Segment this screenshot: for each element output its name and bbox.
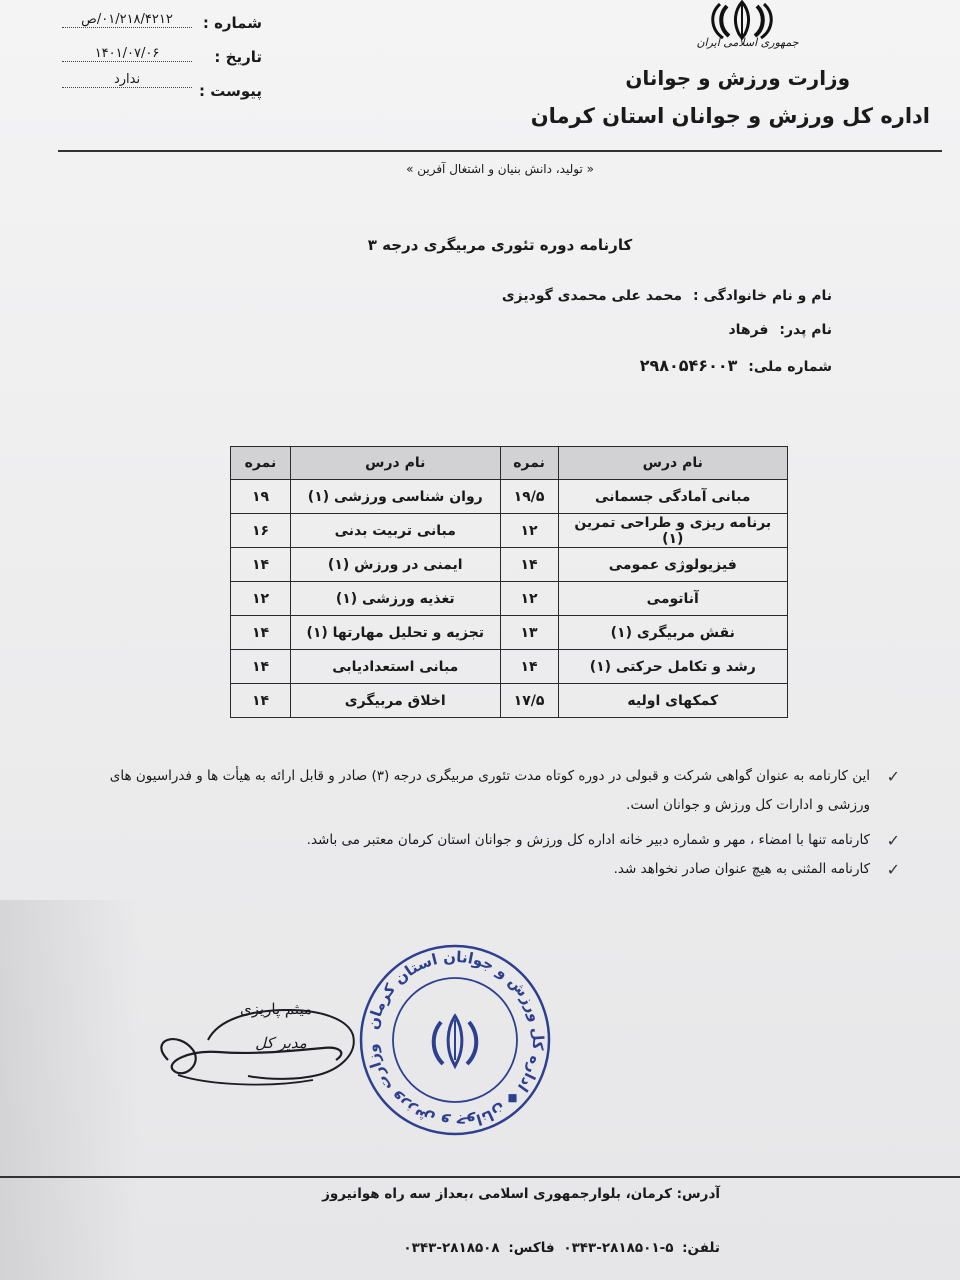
course-name: برنامه ریزی و طراحی تمرین (۱) xyxy=(558,514,788,548)
checkmark-icon: ✓ xyxy=(886,860,900,879)
table-row xyxy=(231,582,788,616)
note-text: کارنامه تنها با امضاء ، مهر و شماره دبیر خانه اداره کل ورزش و جوانان استان کرمان معتبر می باشد. xyxy=(306,832,870,848)
letter-attachment-value: ندارد xyxy=(62,72,192,88)
stamp-text: وزارت ورزش و جوانان ◆ اداره کل ورزش و جوانان استان کرمان xyxy=(363,947,548,1133)
note-text: کارنامه المثنی به هیچ عنوان صادر نخواهد شد. xyxy=(613,861,870,877)
national-id-value: ۲۹۸۰۵۴۶۰۰۳ xyxy=(639,356,738,375)
course-name: نقش مربیگری (۱) xyxy=(558,616,788,650)
column-header-grade: نمره xyxy=(231,447,291,480)
course-name: فیزیولوژی عمومی xyxy=(558,548,788,582)
letter-number xyxy=(62,14,262,38)
course-grade: ۱۶ xyxy=(231,514,291,548)
course-grade: ۱۴ xyxy=(500,548,558,582)
student-name-label: نام و نام خانوادگی : xyxy=(692,288,832,304)
signer-title: مدیر کل xyxy=(255,1034,307,1052)
list-item xyxy=(100,762,900,820)
course-grade: ۱۹ xyxy=(231,480,291,514)
course-grade: ۱۷/۵ xyxy=(500,684,558,718)
letter-attachment-label: پیوست : xyxy=(198,82,262,100)
table-row xyxy=(231,650,788,684)
student-name xyxy=(502,288,832,304)
stamp-emblem-icon xyxy=(434,1016,477,1066)
table-row xyxy=(231,548,788,582)
signer-name: میثم پاریزی xyxy=(239,1000,313,1018)
course-name: کمکهای اولیه xyxy=(558,684,788,718)
page-shadow xyxy=(0,900,140,1280)
letter-attachment xyxy=(62,72,262,106)
list-item xyxy=(100,855,900,884)
letter-date-value: ۱۴۰۱/۰۷/۰۶ xyxy=(62,46,192,62)
father-name-label: نام پدر: xyxy=(779,322,832,338)
course-name: آناتومی xyxy=(558,582,788,616)
table-row xyxy=(231,684,788,718)
official-stamp xyxy=(355,940,555,1140)
student-name-value: محمد علی محمدی گودیزی xyxy=(501,288,683,304)
checkmark-icon: ✓ xyxy=(886,767,900,786)
column-header-course: نام درس xyxy=(290,447,500,480)
course-name: روان شناسی ورزشی (۱) xyxy=(290,480,500,514)
course-grade: ۱۴ xyxy=(231,548,291,582)
letter-date xyxy=(62,48,262,72)
course-name: مبانی استعدادیابی xyxy=(290,650,500,684)
course-grade: ۱۴ xyxy=(231,684,291,718)
course-name: مبانی آمادگی جسمانی xyxy=(558,480,788,514)
footer-address: آدرس: کرمان، بلوارجمهوری اسلامی ،بعداز سه راه هوانیروز xyxy=(322,1186,720,1202)
grades-table xyxy=(230,446,788,718)
iran-emblem-icon xyxy=(705,0,780,40)
course-name: ایمنی در ورزش (۱) xyxy=(290,548,500,582)
letter-number-value: ۰۱/۲۱۸/۴۲۱۲/ص xyxy=(62,12,192,28)
checkmark-icon: ✓ xyxy=(886,831,900,850)
table-row xyxy=(231,514,788,548)
footer-divider xyxy=(0,1176,960,1178)
notes-list xyxy=(100,762,900,884)
handwritten-signature xyxy=(148,980,368,1100)
course-name: اخلاق مربیگری xyxy=(290,684,500,718)
course-name: تجزیه و تحلیل مهارتها (۱) xyxy=(290,616,500,650)
course-grade: ۱۴ xyxy=(231,616,291,650)
ministry-name: وزارت ورزش و جوانان xyxy=(625,66,850,90)
letter-number-label: شماره : xyxy=(202,14,262,32)
course-grade: ۱۴ xyxy=(231,650,291,684)
table-header-row xyxy=(231,447,788,480)
national-id xyxy=(640,356,832,375)
father-name-value: فرهاد xyxy=(728,322,769,338)
emblem-caption: جمهوری اسلامی ایران xyxy=(696,36,799,49)
column-header-course: نام درس xyxy=(558,447,788,480)
course-name: مبانی تربیت بدنی xyxy=(290,514,500,548)
national-id-label: شماره ملی: xyxy=(748,359,832,375)
column-header-grade: نمره xyxy=(500,447,558,480)
letter-date-label: تاریخ : xyxy=(214,48,262,66)
course-grade: ۱۹/۵ xyxy=(500,480,558,514)
footer-phone: تلفن: ۵-۲۸۱۸۵۰۱-۰۳۴۳ فاکس: ۲۸۱۸۵۰۸-۰۳۴۳ xyxy=(403,1240,720,1256)
note-text: این کارنامه به عنوان گواهی شرکت و قبولی در دوره کوتاه مدت تئوری مربیگری درجه (۳) صادر و قابل ارائه به هیأت ها و فدراسیون های ورزشی و ادارات کل ورزش و جوانان است. xyxy=(109,768,870,813)
table-row xyxy=(231,480,788,514)
course-grade: ۱۲ xyxy=(500,514,558,548)
course-grade: ۱۳ xyxy=(500,616,558,650)
header-divider xyxy=(58,150,942,152)
department-name: اداره کل ورزش و جوانان استان کرمان xyxy=(530,104,930,128)
course-name: تغذیه ورزشی (۱) xyxy=(290,582,500,616)
table-row xyxy=(231,616,788,650)
slogan: « تولید، دانش بنیان و اشتغال آفرین » xyxy=(406,162,594,176)
course-name: رشد و تکامل حرکتی (۱) xyxy=(558,650,788,684)
father-name xyxy=(728,322,832,338)
course-grade: ۱۴ xyxy=(500,650,558,684)
document-title: کارنامه دوره تئوری مربیگری درجه ۳ xyxy=(367,236,633,254)
course-grade: ۱۲ xyxy=(500,582,558,616)
course-grade: ۱۲ xyxy=(231,582,291,616)
list-item xyxy=(100,826,900,855)
